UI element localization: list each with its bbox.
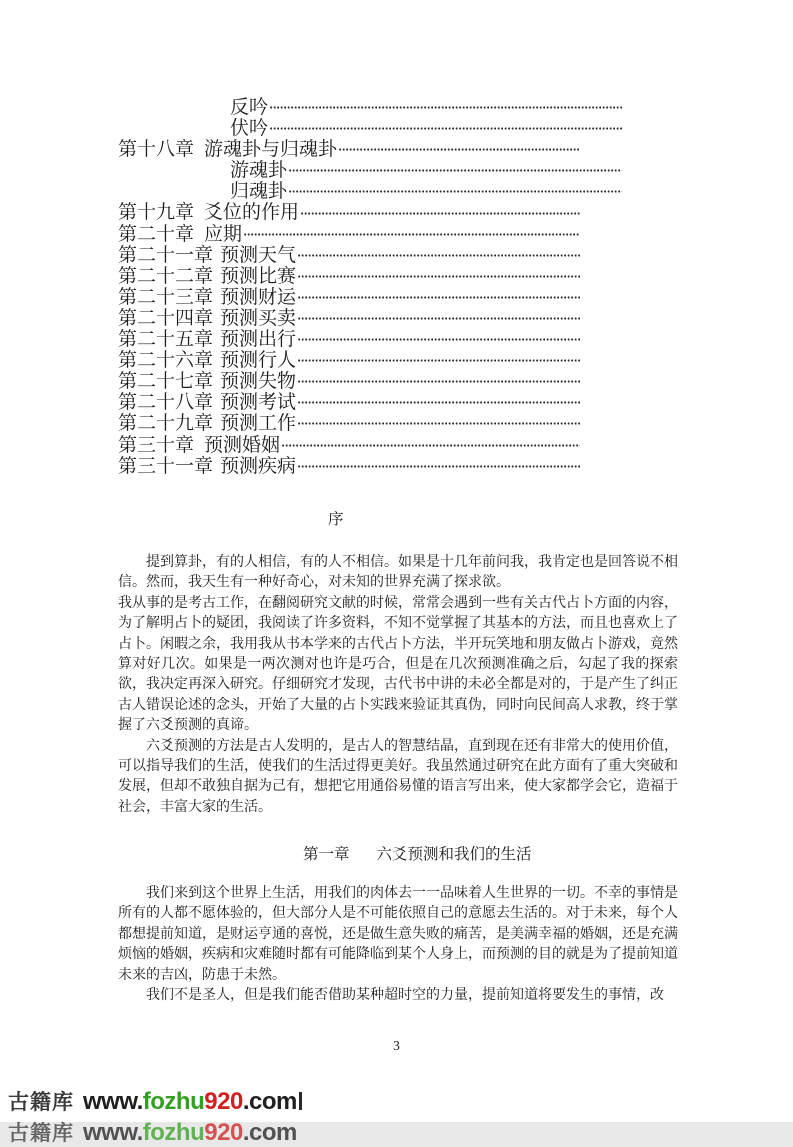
toc-chapter-number: 第二十一章	[118, 244, 214, 266]
preface-heading: 序	[328, 511, 344, 528]
toc-entry-title: 伏吟	[230, 118, 269, 140]
toc-chapter-number: 第二十三章	[118, 286, 214, 308]
chapter-number: 第一章	[303, 846, 350, 863]
watermark-url-suffix: .com	[242, 1119, 297, 1146]
chapter-title: 六爻预测和我们的生活	[376, 846, 532, 863]
toc-chapter-number: 第二十四章	[118, 307, 214, 329]
toc-row	[118, 118, 678, 139]
toc-row	[118, 456, 678, 477]
toc-row	[118, 266, 678, 287]
preface-section	[118, 553, 678, 818]
paragraph: 提到算卦，有的人相信，有的人不相信。如果是十几年前问我，我肯定也是回答说不相信。然而，我天生有一种好奇心，对未知的世界充满了探求欲。	[118, 555, 678, 591]
watermark-url	[83, 1119, 297, 1147]
toc-row	[118, 287, 678, 308]
toc-chapter-number: 第十八章	[118, 139, 195, 161]
toc-entry-title: 预测天气	[220, 244, 297, 266]
toc-chapter-number: 第十九章	[118, 202, 195, 224]
watermark	[8, 1086, 302, 1116]
toc-dot-leader	[298, 316, 580, 321]
toc-row	[118, 350, 678, 371]
toc-entry-title: 预测买卖	[220, 307, 297, 329]
toc-entry-title: 预测婚姻	[204, 434, 281, 456]
toc-chapter-number: 第二十九章	[118, 413, 214, 435]
toc-entry-title: 反吟	[230, 97, 269, 118]
toc-row	[118, 224, 678, 245]
toc-dot-leader	[244, 232, 580, 237]
toc-dot-leader	[270, 105, 622, 110]
toc-row	[118, 139, 678, 160]
watermark-site-name: 古籍库	[8, 1122, 74, 1145]
toc-dot-leader	[298, 379, 580, 384]
toc-row	[118, 392, 678, 413]
toc-dot-leader	[298, 400, 580, 405]
toc-chapter-number: 第三十一章	[118, 455, 214, 477]
toc-dot-leader	[270, 126, 622, 131]
toc-dot-leader	[301, 211, 580, 216]
toc-entry-title: 预测失物	[220, 371, 297, 393]
toc-chapter-number: 第三十章	[118, 434, 195, 456]
chapter-section	[118, 884, 678, 1006]
paragraph: 六爻预测的方法是古人发明的，是古人的智慧结晶，直到现在还有非常大的使用价值，可以指导我们的生活，使我们的生活过得更美好。我虽然通过研究在此方面有了重大突破和发展，但却不敢独自据为己有，想把它用通俗易懂的语言写出来，使大家都学会它，造福于社会，丰富大家的生活。	[118, 738, 678, 815]
watermark-repeat	[8, 1117, 297, 1147]
toc-chapter-number: 第二十七章	[118, 371, 214, 393]
watermark-url-suffix: .com	[242, 1088, 297, 1115]
toc-entry-title: 爻位的作用	[204, 202, 300, 224]
toc-entry-title: 预测财运	[220, 286, 297, 308]
watermark-url-green: fozhu	[142, 1119, 205, 1146]
toc-row	[118, 371, 678, 392]
toc-row	[118, 245, 678, 266]
toc-row	[118, 97, 678, 118]
toc-list	[118, 97, 678, 477]
watermark-url-red: 920	[204, 1088, 243, 1115]
toc-chapter-number: 第二十二章	[118, 265, 214, 287]
toc-row	[118, 435, 678, 456]
toc-row	[118, 202, 678, 223]
toc-chapter-number: 第二十五章	[118, 329, 214, 351]
toc-dot-leader	[289, 189, 622, 194]
toc-entry-title: 预测比赛	[220, 265, 297, 287]
page-number: 3	[393, 1038, 400, 1053]
toc-entry-title: 应期	[204, 223, 243, 245]
toc-dot-leader	[298, 295, 580, 300]
watermark-url	[83, 1088, 297, 1116]
toc-entry-title: 预测出行	[220, 329, 297, 351]
watermark-url-prefix: www.	[83, 1119, 143, 1146]
chapter-heading	[303, 845, 532, 865]
toc-chapter-number: 第二十章	[118, 223, 195, 245]
toc-dot-leader	[298, 337, 580, 342]
toc-dot-leader	[289, 168, 622, 173]
toc-dot-leader	[298, 358, 580, 363]
toc-row	[118, 160, 678, 181]
paragraph: 我们不是圣人，但是我们能否借助某种超时空的力量，提前知道将要发生的事情，改	[146, 988, 664, 1004]
toc-row	[118, 329, 678, 350]
toc-entry-title: 预测行人	[220, 350, 297, 372]
toc-dot-leader	[298, 274, 580, 279]
paragraph: 我从事的是考古工作，在翻阅研究文献的时候，常常会遇到一些有关古代占卜方面的内容，为了解明占卜的疑团，我阅读了许多资料，不知不觉掌握了其基本的方法，而且也喜欢上了占卜。闲暇之余，我用我从书本学来的古代占卜方法，半开玩笑地和朋友做占卜游戏，竟然算对好几次。如果是一两次测对也许是巧合，但是在几次预测准确之后，勾起了我的探索欲，我决定再深入研究。仔细研究才发现，古代书中讲的未必全都是对的，于是产生了纠正古人错误论述的念头，开始了大量的占卜实践来验证其真伪，同时向民间高人求教，终于掌握了六爻预测的真谛。	[118, 595, 678, 734]
toc-dot-leader	[298, 421, 580, 426]
toc-row	[118, 181, 678, 202]
watermark-url-red: 920	[204, 1119, 243, 1146]
toc-dot-leader	[298, 253, 580, 258]
toc-entry-title: 预测疾病	[220, 455, 297, 477]
watermark-url-prefix: www.	[83, 1088, 143, 1115]
toc-chapter-number: 第二十八章	[118, 392, 214, 414]
toc-entry-title: 预测工作	[220, 413, 297, 435]
toc-row	[118, 413, 678, 434]
toc-entry-title: 归魂卦	[230, 181, 288, 203]
toc-entry-title: 预测考试	[220, 392, 297, 414]
watermark-url-green: fozhu	[142, 1088, 205, 1115]
toc-entry-title: 游魂卦与归魂卦	[204, 139, 338, 161]
toc-chapter-number: 第二十六章	[118, 350, 214, 372]
toc-entry-title: 游魂卦	[230, 160, 288, 182]
watermark-site-name: 古籍库	[8, 1091, 74, 1114]
paragraph: 我们来到这个世界上生活，用我们的肉体去一一品味着人生世界的一切。不幸的事情是所有的人都不愿体验的，但大部分人是不可能依照自己的意愿去生活的。对于未来，每个人都想提前知道，是财运亨通的喜悦，还是做生意失败的痛苦，是美满幸福的婚姻，还是充满烦恼的婚姻，疾病和灾难随时都有可能降临到某个人身上，而预测的目的就是为了提前知道未来的吉凶，防患于未然。	[118, 886, 678, 983]
toc-dot-leader	[282, 443, 580, 448]
toc-dot-leader	[339, 147, 580, 152]
toc-row	[118, 308, 678, 329]
watermark-cut-mark	[299, 1092, 302, 1110]
toc-dot-leader	[298, 464, 580, 469]
